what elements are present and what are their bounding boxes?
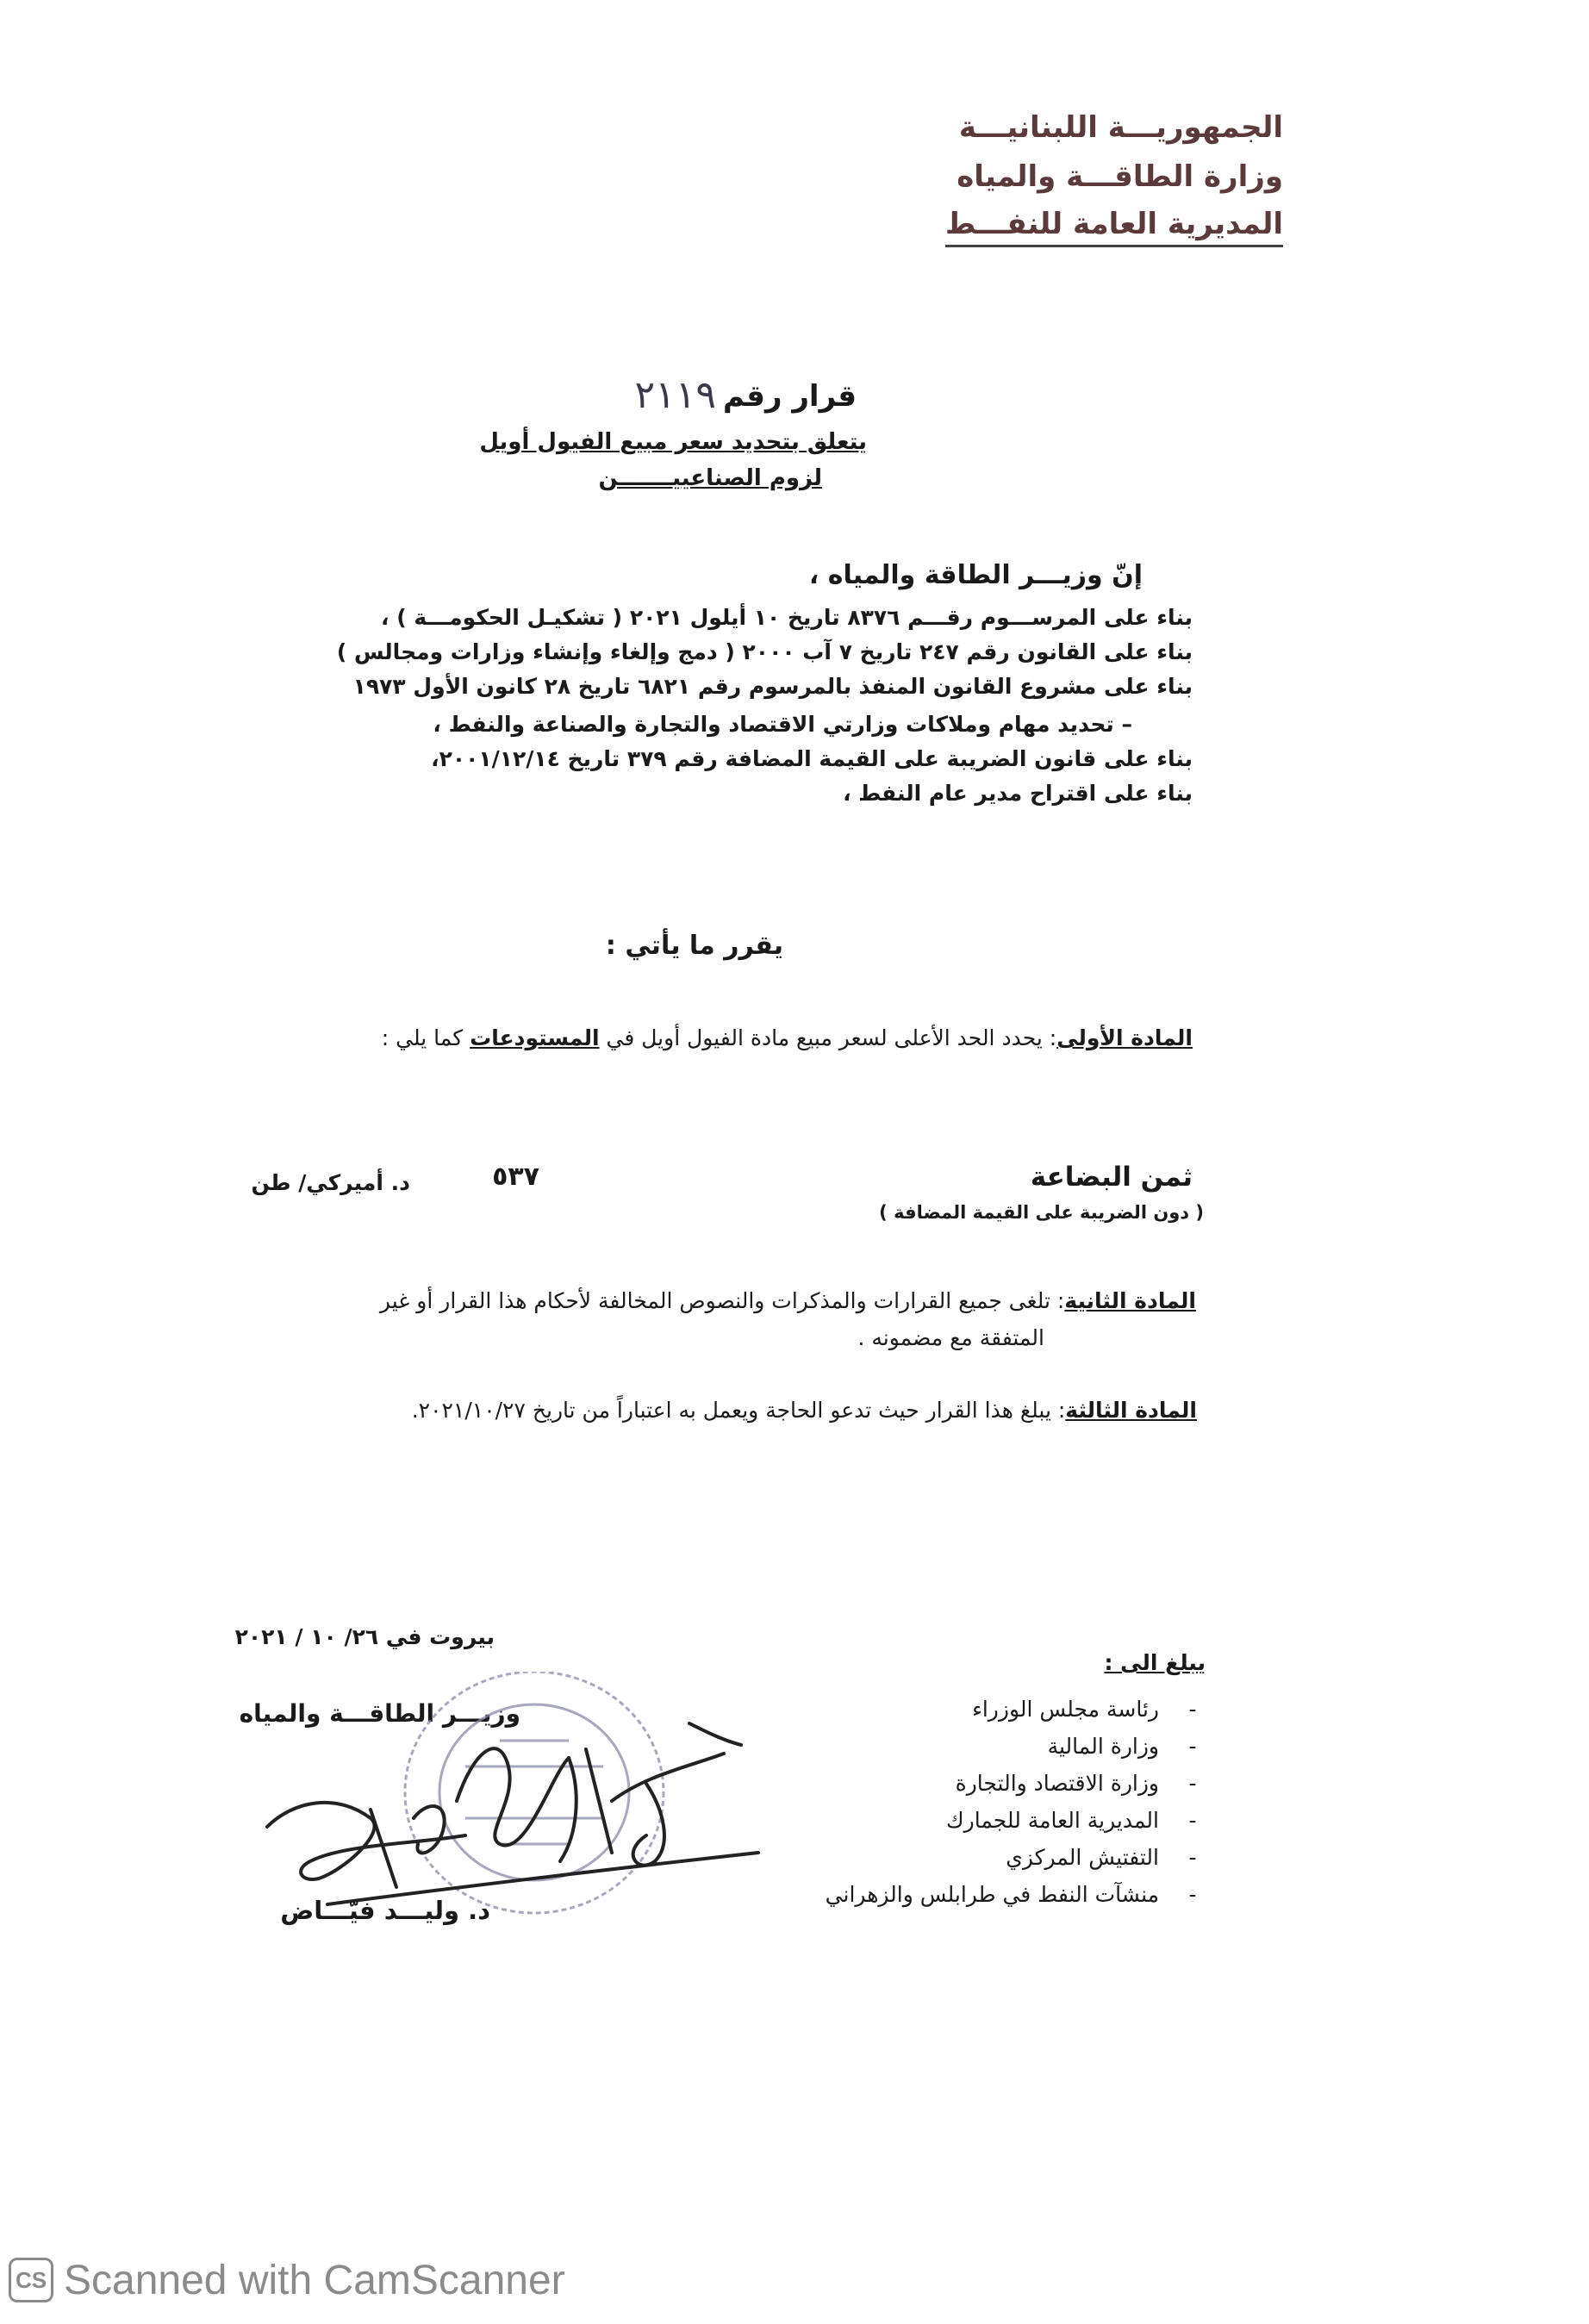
preamble-item: بناء على اقتراح مدير عام النفط ، (843, 781, 1193, 806)
list-item: -منشآت النفط في طرابلس والزهراني (826, 1876, 1206, 1913)
place-date: بيروت في ٢٦/ ١٠ / ٢٠٢١ (234, 1624, 495, 1649)
notify-label: يبلغ الى : (1104, 1650, 1206, 1675)
article-third-text: : يبلغ هذا القرار حيث تدعو الحاجة ويعمل به اعتباراً من تاريخ ٢٠٢١/١٠/٢٧. (411, 1398, 1066, 1423)
article-first (382, 1025, 1193, 1050)
article-second (380, 1288, 1196, 1313)
camscanner-logo-icon: CS (9, 2258, 53, 2302)
article-second-continuation: المتفقة مع مضمونه . (857, 1325, 1044, 1350)
preamble-item: – تحديد مهام وملاكات وزارتي الاقتصاد والتجارة والصناعة والنفط ، (433, 712, 1132, 737)
list-item: -المديرية العامة للجمارك (826, 1802, 1206, 1839)
article-second-label: المادة الثانية (1064, 1288, 1196, 1313)
article-first-label: المادة الأولى (1056, 1025, 1193, 1050)
header-country: الجمهوريـــة اللبنانيـــة (958, 110, 1283, 145)
preamble-opening: إنّ وزيـــر الطاقة والمياه ، (808, 560, 1143, 590)
list-item: -وزارة الاقتصاد والتجارة (826, 1765, 1206, 1802)
decision-subject-line2: لزوم الصناعييـــــــن (598, 465, 822, 491)
list-item: -وزارة المالية (826, 1728, 1206, 1765)
article-second-text: : تلغى جميع القرارات والمذكرات والنصوص المخالفة لأحكام هذا القرار أو غير (379, 1288, 1065, 1313)
article-third-label: المادة الثالثة (1065, 1398, 1197, 1423)
price-value: ٥٣٧ (492, 1162, 539, 1192)
list-item: -رئاسة مجلس الوزراء (826, 1691, 1206, 1728)
decision-title: قرار رقم (723, 379, 857, 414)
list-marker: - (1188, 1808, 1197, 1833)
decision-number: ٢١١٩ (634, 373, 716, 417)
article-first-text-after: كما يلي : (381, 1025, 470, 1050)
list-marker: - (1188, 1882, 1197, 1907)
decision-subject-line1: يتعلق بتحديد سعر مبيع الفيول أويل (479, 429, 867, 455)
price-note: ( دون الضريبة على القيمة المضافة ) (879, 1202, 1204, 1223)
minister-title: وزيـــر الطاقـــة والمياه (239, 1699, 520, 1728)
preamble-item: بناء على المرســـوم رقـــم ٨٣٧٦ تاريخ ١٠ أيلول ٢٠٢١ ( تشكيـل الحكومـــة ) ، (381, 605, 1193, 630)
article-first-text: : يحدد الحد الأعلى لسعر مبيع مادة الفيول أويل في (599, 1025, 1057, 1050)
article-first-emphasis: المستودعات (470, 1025, 600, 1050)
scanner-text: Scanned with CamScanner (64, 2257, 565, 2303)
preamble-item: بناء على قانون الضريبة على القيمة المضافة رقم ٣٧٩ تاريخ ٢٠٠١/١٢/١٤، (431, 746, 1193, 771)
price-label: ثمن البضاعة (1030, 1162, 1193, 1193)
list-marker: - (1188, 1771, 1197, 1796)
preamble-item: بناء على القانون رقم ٢٤٧ تاريخ ٧ آب ٢٠٠٠ ( دمج وإلغاء وإنشاء وزارات ومجالس ) (336, 639, 1193, 664)
preamble-item: بناء على مشروع القانون المنفذ بالمرسوم رقم ٦٨٢١ تاريخ ٢٨ كانون الأول ١٩٧٣ (352, 674, 1193, 699)
price-unit: د. أميركي/ طن (251, 1170, 410, 1195)
header-directorate: المديرية العامة للنفـــط (945, 207, 1283, 247)
scanner-watermark (9, 2254, 565, 2306)
list-item: -التفتيش المركزي (826, 1839, 1206, 1876)
header-ministry: وزارة الطاقـــة والمياه (957, 159, 1283, 194)
list-marker: - (1188, 1845, 1197, 1870)
minister-name: د. وليـــد فيّـــاض (280, 1896, 490, 1925)
list-marker: - (1188, 1697, 1197, 1722)
article-third (412, 1398, 1197, 1423)
notify-list (826, 1691, 1206, 1913)
list-marker: - (1188, 1734, 1197, 1759)
decides-heading: يقرر ما يأتي : (605, 931, 783, 961)
